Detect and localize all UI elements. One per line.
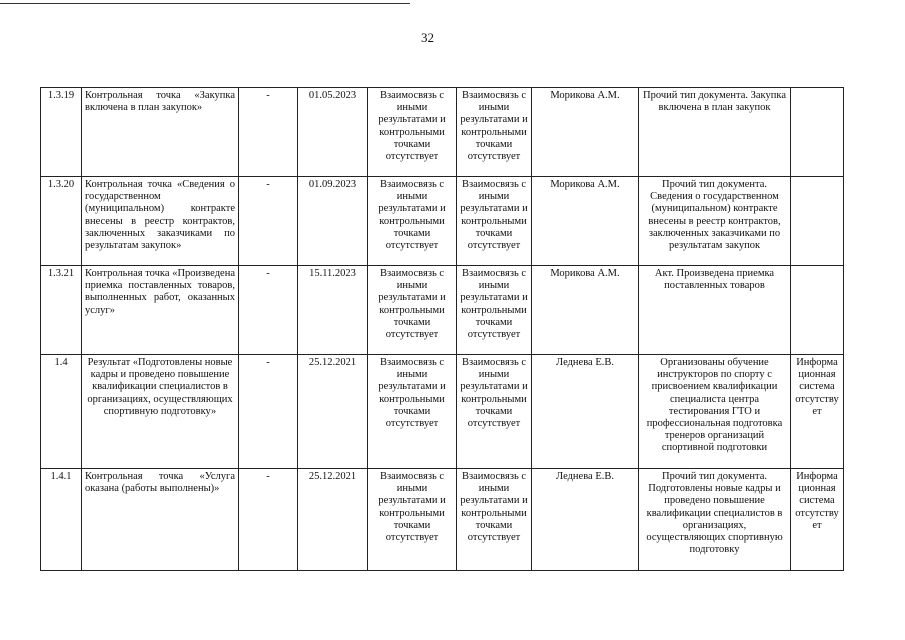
row-date: 25.12.2021 bbox=[298, 469, 368, 571]
row-dash: - bbox=[239, 266, 298, 355]
row-relation-1: Взаимосвязь с иными результатами и контрольными точками отсутствует bbox=[368, 177, 457, 266]
top-rule bbox=[0, 3, 410, 4]
row-title: Контрольная точка «Сведения о государственном (муниципальном) контракте внесены в реестр контрактов, заключенных заказчиками по результатам закупок» bbox=[82, 177, 239, 266]
row-title: Контрольная точка «Закупка включена в план закупок» bbox=[82, 88, 239, 177]
row-relation-1: Взаимосвязь с иными результатами и контрольными точками отсутствует bbox=[368, 469, 457, 571]
row-relation-2: Взаимосвязь с иными результатами и контрольными точками отсутствует bbox=[457, 88, 532, 177]
row-relation-2: Взаимосвязь с иными результатами и контрольными точками отсутствует bbox=[457, 177, 532, 266]
row-document: Организованы обучение инструкторов по спорту с присвоением квалификации специалиста центра тестирования ГТО и профессиональная подготовка тренеров организаций спортивной подготовки bbox=[639, 355, 791, 469]
row-info-system bbox=[791, 177, 844, 266]
row-title: Контрольная точка «Произведена приемка поставленных товаров, выполненных работ, оказанных услуг» bbox=[82, 266, 239, 355]
row-date: 01.09.2023 bbox=[298, 177, 368, 266]
row-title: Контрольная точка «Услуга оказана (работы выполнены)» bbox=[82, 469, 239, 571]
row-relation-1: Взаимосвязь с иными результатами и контрольными точками отсутствует bbox=[368, 88, 457, 177]
row-responsible: Морикова А.М. bbox=[532, 88, 639, 177]
row-responsible: Морикова А.М. bbox=[532, 177, 639, 266]
row-relation-1: Взаимосвязь с иными результатами и контрольными точками отсутствует bbox=[368, 266, 457, 355]
plan-table bbox=[40, 87, 844, 571]
row-relation-2: Взаимосвязь с иными результатами и контрольными точками отсутствует bbox=[457, 355, 532, 469]
row-dash: - bbox=[239, 177, 298, 266]
row-responsible: Леднева Е.В. bbox=[532, 355, 639, 469]
table-row bbox=[41, 177, 844, 266]
row-dash: - bbox=[239, 88, 298, 177]
row-info-system bbox=[791, 266, 844, 355]
table-row bbox=[41, 355, 844, 469]
row-responsible: Морикова А.М. bbox=[532, 266, 639, 355]
row-dash: - bbox=[239, 469, 298, 571]
row-document: Акт. Произведена приемка поставленных товаров bbox=[639, 266, 791, 355]
row-info-system: Информационная система отсутствует bbox=[791, 355, 844, 469]
row-title: Результат «Подготовлены новые кадры и проведено повышение квалификации специалистов в организациях, осуществляющих спортивную подготовку» bbox=[82, 355, 239, 469]
row-info-system: Информационная система отсутствует bbox=[791, 469, 844, 571]
row-date: 25.12.2021 bbox=[298, 355, 368, 469]
row-document: Прочий тип документа. Подготовлены новые кадры и проведено повышение квалификации специалистов в организациях, осуществляющих спортивную подготовку bbox=[639, 469, 791, 571]
row-document: Прочий тип документа. Сведения о государственном (муниципальном) контракте внесены в реестр контрактов, заключенных заказчиками по результатам закупок bbox=[639, 177, 791, 266]
row-relation-2: Взаимосвязь с иными результатами и контрольными точками отсутствует bbox=[457, 266, 532, 355]
row-document: Прочий тип документа. Закупка включена в план закупок bbox=[639, 88, 791, 177]
row-date: 15.11.2023 bbox=[298, 266, 368, 355]
table-row bbox=[41, 266, 844, 355]
row-number: 1.3.21 bbox=[41, 266, 82, 355]
row-number: 1.3.19 bbox=[41, 88, 82, 177]
table-row bbox=[41, 88, 844, 177]
table-row bbox=[41, 469, 844, 571]
row-number: 1.4 bbox=[41, 355, 82, 469]
row-relation-1: Взаимосвязь с иными результатами и контрольными точками отсутствует bbox=[368, 355, 457, 469]
row-relation-2: Взаимосвязь с иными результатами и контрольными точками отсутствует bbox=[457, 469, 532, 571]
row-dash: - bbox=[239, 355, 298, 469]
row-responsible: Леднева Е.В. bbox=[532, 469, 639, 571]
row-date: 01.05.2023 bbox=[298, 88, 368, 177]
page-number: 32 bbox=[421, 30, 434, 45]
row-number: 1.4.1 bbox=[41, 469, 82, 571]
row-info-system bbox=[791, 88, 844, 177]
row-number: 1.3.20 bbox=[41, 177, 82, 266]
